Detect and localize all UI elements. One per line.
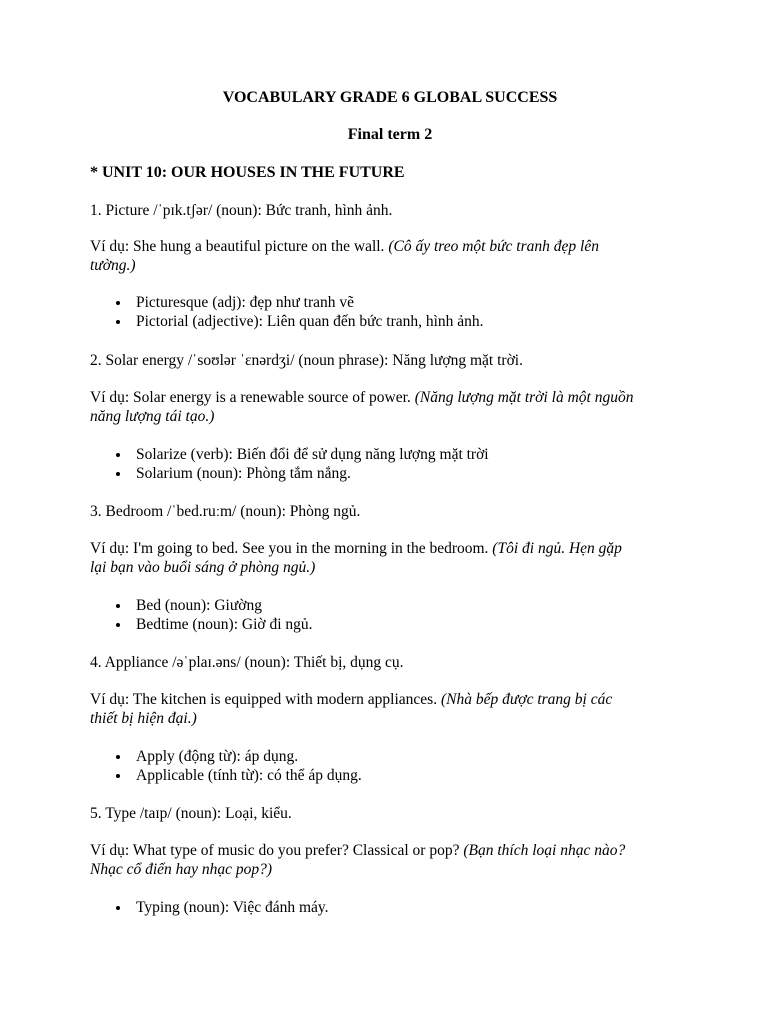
related-word-item: Bedtime (noun): Giờ đi ngủ. [90, 615, 650, 634]
vocab-entry-2-related-list [90, 445, 650, 483]
vocab-entry-3-related-list [90, 596, 650, 634]
example-translation: (Cô ấy treo một bức tranh đẹp lên tường.) [90, 238, 599, 274]
example-translation: (Bạn thích loại nhạc nào? Nhạc cổ điển hay nhạc pop?) [90, 842, 626, 878]
document-subtitle: Final term 2 [347, 126, 433, 143]
related-word-item: Pictorial (adjective): Liên quan đến bức tranh, hình ảnh. [90, 312, 650, 331]
related-word-item: Typing (noun): Việc đánh máy. [90, 898, 650, 917]
related-word-item: Picturesque (adj): đẹp như tranh vẽ [90, 293, 650, 312]
example-sentence: Ví dụ: She hung a beautiful picture on the wall. [90, 238, 385, 255]
vocab-entry-5-related-list [90, 898, 650, 917]
document-title: VOCABULARY GRADE 6 GLOBAL SUCCESS [222, 89, 558, 106]
example-sentence: Ví dụ: What type of music do you prefer? Classical or pop? [90, 842, 460, 859]
vocab-entry-2-example [90, 388, 638, 426]
example-translation: (Tôi đi ngủ. Hẹn gặp lại bạn vào buổi sáng ở phòng ngủ.) [90, 540, 622, 576]
vocab-entry-3-example [90, 539, 638, 577]
vocab-entry-4-headword: 4. Appliance /əˈplaɪ.əns/ (noun): Thiết bị, dụng cụ. [90, 654, 404, 671]
unit-heading: * UNIT 10: OUR HOUSES IN THE FUTURE [90, 164, 405, 181]
vocab-entry-2-headword: 2. Solar energy /ˈsoʊlər ˈɛnərdʒi/ (noun phrase): Năng lượng mặt trời. [90, 352, 523, 369]
related-word-item: Apply (động từ): áp dụng. [90, 747, 650, 766]
vocab-entry-5-headword: 5. Type /taɪp/ (noun): Loại, kiểu. [90, 805, 292, 822]
vocab-entry-1-example [90, 237, 638, 275]
vocab-entry-1-headword: 1. Picture /ˈpɪk.tʃər/ (noun): Bức tranh, hình ảnh. [90, 202, 393, 219]
related-word-item: Applicable (tính từ): có thể áp dụng. [90, 766, 650, 785]
vocab-entry-3-headword: 3. Bedroom /ˈbed.ruːm/ (noun): Phòng ngủ. [90, 503, 361, 520]
vocab-entry-4-example [90, 690, 638, 728]
example-translation: (Năng lượng mặt trời là một nguồn năng lượng tái tạo.) [90, 389, 634, 425]
example-sentence: Ví dụ: Solar energy is a renewable source of power. [90, 389, 411, 406]
example-sentence: Ví dụ: The kitchen is equipped with modern appliances. [90, 691, 438, 708]
example-translation: (Nhà bếp được trang bị các thiết bị hiện đại.) [90, 691, 613, 727]
related-word-item: Solarium (noun): Phòng tắm nắng. [90, 464, 650, 483]
related-word-item: Solarize (verb): Biến đổi để sử dụng năng lượng mặt trời [90, 445, 650, 464]
example-sentence: Ví dụ: I'm going to bed. See you in the morning in the bedroom. [90, 540, 489, 557]
vocab-entry-1-related-list [90, 293, 650, 331]
related-word-item: Bed (noun): Giường [90, 596, 650, 615]
vocab-entry-5-example [90, 841, 638, 879]
vocab-entry-4-related-list [90, 747, 650, 785]
